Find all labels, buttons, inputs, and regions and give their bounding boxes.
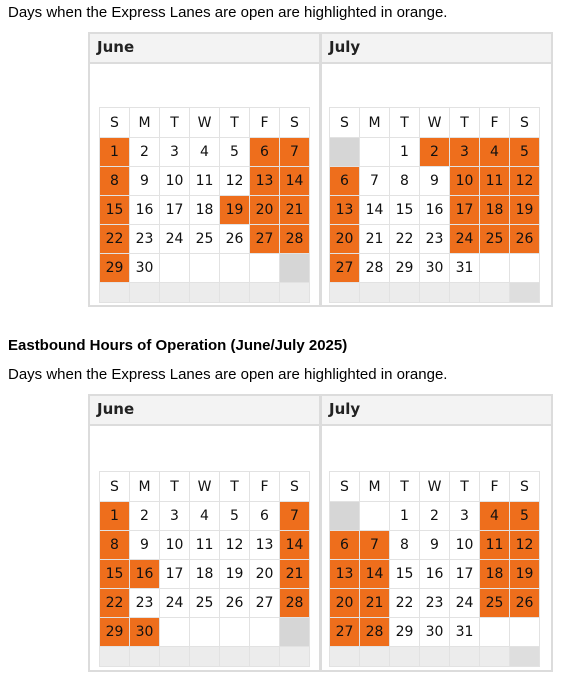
- day-cell: 5: [510, 138, 540, 167]
- empty-cell: [190, 254, 220, 283]
- day-cell: 10: [450, 167, 480, 196]
- empty-cell: [250, 618, 280, 647]
- day-cell: 17: [160, 196, 190, 225]
- weekday-header: M: [360, 472, 390, 502]
- day-cell: 5: [220, 502, 250, 531]
- day-cell: 29: [100, 254, 130, 283]
- day-cell: 7: [360, 531, 390, 560]
- day-cell: 12: [510, 531, 540, 560]
- weekday-header: M: [360, 108, 390, 138]
- day-cell: 29: [100, 618, 130, 647]
- empty-cell: [280, 618, 310, 647]
- day-cell: 26: [510, 225, 540, 254]
- week-row: [100, 589, 310, 618]
- weekday-header: S: [330, 108, 360, 138]
- day-cell: 17: [160, 560, 190, 589]
- day-cell: 8: [390, 167, 420, 196]
- day-cell: 17: [450, 560, 480, 589]
- day-cell: 18: [190, 196, 220, 225]
- day-cell: 20: [250, 560, 280, 589]
- empty-cell: [330, 647, 360, 667]
- day-cell: 15: [100, 196, 130, 225]
- panel-header: [322, 396, 551, 426]
- month-title: June: [97, 38, 135, 56]
- panel-header: [322, 34, 551, 64]
- week-row: [100, 167, 310, 196]
- day-cell: 29: [390, 618, 420, 647]
- weekday-header: S: [510, 108, 540, 138]
- panel-header: [90, 34, 319, 64]
- day-cell: 14: [360, 560, 390, 589]
- weekday-header: T: [450, 472, 480, 502]
- day-cell: 4: [190, 502, 220, 531]
- day-cell: 25: [190, 589, 220, 618]
- day-cell: 30: [130, 254, 160, 283]
- calendar-panel-june: [88, 32, 321, 307]
- day-cell: 19: [510, 560, 540, 589]
- empty-cell: [220, 618, 250, 647]
- month-grid: [329, 471, 540, 667]
- week-row: [100, 560, 310, 589]
- day-cell: 20: [330, 589, 360, 618]
- weekday-header: M: [130, 472, 160, 502]
- day-cell: 23: [420, 225, 450, 254]
- day-cell: 14: [280, 531, 310, 560]
- day-cell: 13: [250, 531, 280, 560]
- day-cell: 11: [480, 531, 510, 560]
- day-cell: 20: [250, 196, 280, 225]
- week-row: [330, 618, 540, 647]
- weekday-header: S: [100, 108, 130, 138]
- empty-cell: [100, 647, 130, 667]
- day-cell: 18: [480, 196, 510, 225]
- empty-cell: [330, 283, 360, 303]
- day-cell: 13: [250, 167, 280, 196]
- empty-cell: [450, 283, 480, 303]
- calendar-panel-july: [320, 394, 553, 672]
- weekday-header: T: [220, 108, 250, 138]
- day-cell: 9: [130, 531, 160, 560]
- calendar-panel-june: [88, 394, 321, 672]
- day-cell: 5: [220, 138, 250, 167]
- weekday-header: W: [190, 108, 220, 138]
- week-row: [330, 254, 540, 283]
- day-cell: 17: [450, 196, 480, 225]
- empty-cell: [390, 283, 420, 303]
- day-cell: 21: [280, 196, 310, 225]
- month-grid: [329, 107, 540, 303]
- empty-cell: [360, 138, 390, 167]
- empty-cell: [280, 283, 310, 303]
- empty-cell: [510, 618, 540, 647]
- day-cell: 1: [100, 502, 130, 531]
- empty-cell: [390, 647, 420, 667]
- panel-header: [90, 396, 319, 426]
- empty-cell: [190, 618, 220, 647]
- day-cell: 3: [450, 138, 480, 167]
- day-cell: 23: [130, 225, 160, 254]
- day-cell: 24: [450, 589, 480, 618]
- day-cell: 7: [280, 502, 310, 531]
- empty-cell: [480, 283, 510, 303]
- day-cell: 13: [330, 560, 360, 589]
- empty-cell: [360, 502, 390, 531]
- empty-cell: [360, 283, 390, 303]
- empty-cell: [250, 647, 280, 667]
- day-cell: 20: [330, 225, 360, 254]
- day-cell: 1: [390, 138, 420, 167]
- day-cell: 30: [420, 254, 450, 283]
- day-cell: 4: [480, 138, 510, 167]
- month-grid: [99, 471, 310, 667]
- empty-cell: [160, 647, 190, 667]
- weekday-header: T: [390, 472, 420, 502]
- day-cell: 28: [360, 618, 390, 647]
- day-cell: 19: [220, 560, 250, 589]
- empty-cell: [100, 283, 130, 303]
- weekday-header: F: [480, 472, 510, 502]
- day-cell: 22: [100, 589, 130, 618]
- day-cell: 24: [450, 225, 480, 254]
- caption-eastbound: Days when the Express Lanes are open are highlighted in orange.: [8, 366, 448, 383]
- day-cell: 15: [390, 560, 420, 589]
- day-cell: 12: [220, 531, 250, 560]
- day-cell: 28: [360, 254, 390, 283]
- empty-cell: [130, 647, 160, 667]
- empty-cell: [480, 254, 510, 283]
- day-cell: 22: [100, 225, 130, 254]
- day-cell: 24: [160, 589, 190, 618]
- day-cell: 6: [330, 531, 360, 560]
- calendar-panel-july: [320, 32, 553, 307]
- empty-cell: [250, 283, 280, 303]
- day-cell: 30: [130, 618, 160, 647]
- day-cell: 21: [280, 560, 310, 589]
- empty-cell: [480, 647, 510, 667]
- month-title: July: [329, 400, 361, 418]
- weekday-header: W: [190, 472, 220, 502]
- day-cell: 6: [330, 167, 360, 196]
- day-cell: 8: [390, 531, 420, 560]
- day-cell: 8: [100, 167, 130, 196]
- day-cell: 14: [280, 167, 310, 196]
- day-cell: 16: [420, 560, 450, 589]
- week-row: [330, 502, 540, 531]
- day-cell: 19: [510, 196, 540, 225]
- day-cell: 3: [450, 502, 480, 531]
- empty-cell: [130, 283, 160, 303]
- month-grid: [99, 107, 310, 303]
- day-cell: 16: [420, 196, 450, 225]
- day-cell: 10: [450, 531, 480, 560]
- empty-cell: [250, 254, 280, 283]
- day-cell: 21: [360, 225, 390, 254]
- day-cell: 18: [190, 560, 220, 589]
- weekday-header: S: [510, 472, 540, 502]
- day-cell: 9: [420, 167, 450, 196]
- week-row: [330, 560, 540, 589]
- empty-cell: [510, 283, 540, 303]
- day-cell: 30: [420, 618, 450, 647]
- day-cell: 25: [190, 225, 220, 254]
- day-cell: 26: [220, 589, 250, 618]
- day-cell: 8: [100, 531, 130, 560]
- day-cell: 5: [510, 502, 540, 531]
- day-cell: 27: [250, 225, 280, 254]
- week-row: [330, 531, 540, 560]
- day-cell: 18: [480, 560, 510, 589]
- day-cell: 22: [390, 225, 420, 254]
- empty-cell: [280, 254, 310, 283]
- day-cell: 3: [160, 502, 190, 531]
- day-cell: 16: [130, 196, 160, 225]
- day-cell: 12: [510, 167, 540, 196]
- day-cell: 11: [190, 167, 220, 196]
- day-cell: 6: [250, 138, 280, 167]
- weekday-header: T: [160, 108, 190, 138]
- day-cell: 9: [420, 531, 450, 560]
- weekday-header: W: [420, 472, 450, 502]
- week-row: [330, 167, 540, 196]
- week-row: [330, 225, 540, 254]
- day-cell: 19: [220, 196, 250, 225]
- day-cell: 4: [190, 138, 220, 167]
- day-cell: 2: [130, 502, 160, 531]
- empty-cell: [330, 502, 360, 531]
- empty-cell: [510, 647, 540, 667]
- weekday-header: F: [480, 108, 510, 138]
- empty-cell: [510, 254, 540, 283]
- day-cell: 7: [360, 167, 390, 196]
- empty-cell: [220, 254, 250, 283]
- day-cell: 10: [160, 167, 190, 196]
- day-cell: 12: [220, 167, 250, 196]
- day-cell: 27: [330, 618, 360, 647]
- day-cell: 21: [360, 589, 390, 618]
- day-cell: 1: [390, 502, 420, 531]
- day-cell: 28: [280, 225, 310, 254]
- empty-cell: [190, 283, 220, 303]
- weekday-header: S: [280, 472, 310, 502]
- empty-cell: [160, 254, 190, 283]
- day-cell: 9: [130, 167, 160, 196]
- empty-cell: [360, 647, 390, 667]
- day-cell: 22: [390, 589, 420, 618]
- day-cell: 14: [360, 196, 390, 225]
- day-cell: 31: [450, 618, 480, 647]
- weekday-header: S: [330, 472, 360, 502]
- day-cell: 15: [100, 560, 130, 589]
- weekday-header: F: [250, 472, 280, 502]
- empty-cell: [330, 138, 360, 167]
- empty-cell: [420, 283, 450, 303]
- weekday-header: F: [250, 108, 280, 138]
- day-cell: 2: [420, 502, 450, 531]
- eastbound-heading: Eastbound Hours of Operation (June/July 2025): [8, 337, 348, 354]
- empty-cell: [190, 647, 220, 667]
- day-cell: 24: [160, 225, 190, 254]
- day-cell: 6: [250, 502, 280, 531]
- weekday-header: T: [220, 472, 250, 502]
- day-cell: 7: [280, 138, 310, 167]
- empty-cell: [220, 647, 250, 667]
- day-cell: 1: [100, 138, 130, 167]
- day-cell: 11: [480, 167, 510, 196]
- day-cell: 2: [420, 138, 450, 167]
- week-row: [330, 138, 540, 167]
- day-cell: 3: [160, 138, 190, 167]
- empty-cell: [160, 283, 190, 303]
- day-cell: 10: [160, 531, 190, 560]
- week-row: [100, 254, 310, 283]
- day-cell: 29: [390, 254, 420, 283]
- empty-cell: [480, 618, 510, 647]
- empty-cell: [420, 647, 450, 667]
- day-cell: 31: [450, 254, 480, 283]
- week-row: [100, 502, 310, 531]
- week-row: [330, 196, 540, 225]
- day-cell: 23: [420, 589, 450, 618]
- weekday-header: S: [100, 472, 130, 502]
- empty-cell: [280, 647, 310, 667]
- week-row: [100, 196, 310, 225]
- weekday-header: W: [420, 108, 450, 138]
- day-cell: 27: [330, 254, 360, 283]
- day-cell: 28: [280, 589, 310, 618]
- empty-cell: [160, 618, 190, 647]
- empty-cell: [220, 283, 250, 303]
- weekday-header: T: [450, 108, 480, 138]
- day-cell: 2: [130, 138, 160, 167]
- week-row: [100, 225, 310, 254]
- day-cell: 26: [220, 225, 250, 254]
- week-row: [100, 138, 310, 167]
- week-row: [100, 618, 310, 647]
- month-title: July: [329, 38, 361, 56]
- day-cell: 27: [250, 589, 280, 618]
- day-cell: 16: [130, 560, 160, 589]
- month-title: June: [97, 400, 135, 418]
- day-cell: 11: [190, 531, 220, 560]
- caption-westbound: Days when the Express Lanes are open are highlighted in orange.: [8, 4, 448, 21]
- day-cell: 23: [130, 589, 160, 618]
- day-cell: 26: [510, 589, 540, 618]
- day-cell: 15: [390, 196, 420, 225]
- week-row: [100, 531, 310, 560]
- week-row: [330, 589, 540, 618]
- day-cell: 4: [480, 502, 510, 531]
- day-cell: 25: [480, 225, 510, 254]
- weekday-header: T: [160, 472, 190, 502]
- weekday-header: T: [390, 108, 420, 138]
- empty-cell: [450, 647, 480, 667]
- weekday-header: M: [130, 108, 160, 138]
- weekday-header: S: [280, 108, 310, 138]
- day-cell: 13: [330, 196, 360, 225]
- day-cell: 25: [480, 589, 510, 618]
